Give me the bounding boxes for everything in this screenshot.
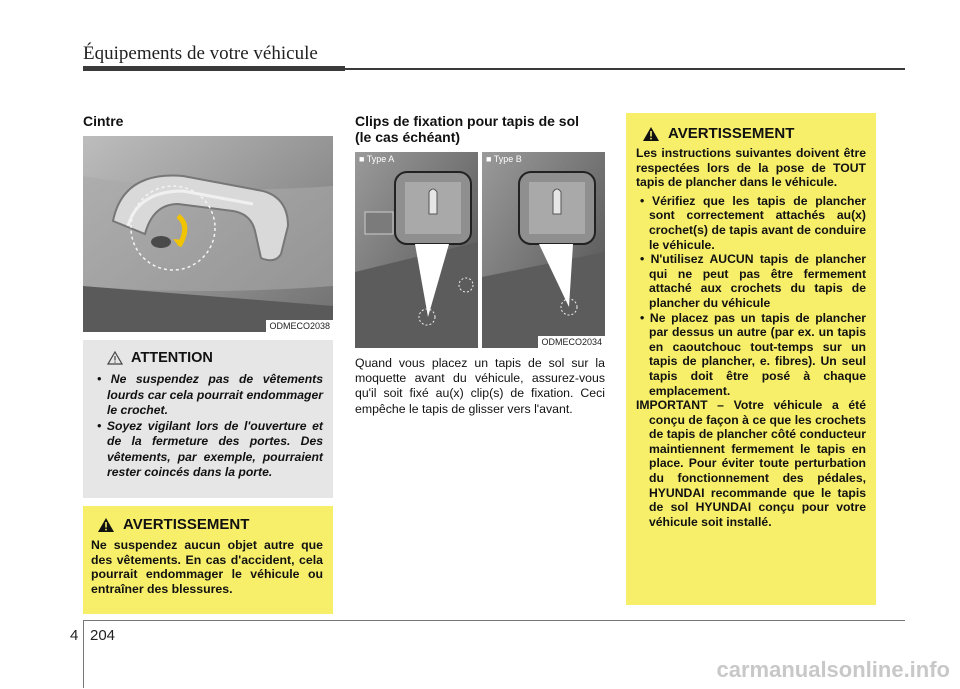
warning-title: AVERTISSEMENT <box>668 125 795 142</box>
warning-triangle-icon <box>97 517 115 533</box>
page-number: 204 <box>90 627 116 644</box>
attention-item: • Ne suspendez pas de vêtements lourds car cela pourrait endommager le crochet. <box>97 372 323 417</box>
warning-header <box>636 125 866 142</box>
warning-box-floor-mats <box>626 113 876 605</box>
attention-item: • Soyez vigilant lors de l'ouverture et de la fermeture des portes. Des vêtements, par exemple, pourraient rester coincés dans la porte. <box>97 418 323 479</box>
section-title-line: Clips de fixation pour tapis de sol <box>355 113 580 129</box>
clips-paragraph: Quand vous placez un tapis de sol sur la moquette avant du véhicule, assurez-vous qu'il soit fixé au(x) clip(s) de fixation. Ceci empêche le tapis de glisser vers l'avant. <box>355 356 605 416</box>
warning-box-hanger <box>83 506 333 614</box>
attention-header <box>93 350 323 366</box>
warning-triangle-icon <box>642 126 660 142</box>
photo-code-hanger: ODMECO2038 <box>266 320 333 332</box>
floor-mat-clips-illustration <box>355 152 605 348</box>
warning-item: • Vérifiez que les tapis de plancher sont correctement attachés au(x) crochet(s) de tapis avant de conduire le véhicule. <box>640 193 866 252</box>
warning-title: AVERTISSEMENT <box>123 516 250 533</box>
attention-title: ATTENTION <box>131 350 213 366</box>
page-header-title: Équipements de votre véhicule <box>83 43 318 64</box>
coat-hanger-photo <box>83 136 333 332</box>
warning-item: • Ne placez pas un tapis de plancher par dessus un autre (par ex. un tapis en caoutchouc tout-temps sur un tapis de plancher, e. fibres). Un seul tapis doit être posé à chaque emplacement. <box>640 310 866 398</box>
coat-hanger-illustration <box>83 136 333 332</box>
attention-box <box>83 340 333 498</box>
watermark: carmanualsonline.info <box>716 657 950 682</box>
type-a-label: ■ Type A <box>359 154 395 164</box>
footer-rule <box>83 620 905 621</box>
type-b-label: ■ Type B <box>486 154 522 164</box>
header-accent-bar <box>83 66 345 71</box>
warning-text: Ne suspendez aucun objet autre que des vêtements. En cas d'accident, cela pourrait endommager le véhicule ou entraîner des blessures. <box>91 538 323 596</box>
warning-list <box>636 194 866 398</box>
floor-mat-clips-photo <box>355 152 605 348</box>
warning-item: • N'utilisez AUCUN tapis de plancher qui ne peut pas être fermement attaché aux crochets du tapis de plancher du véhicule <box>640 252 866 310</box>
section-title-cintre: Cintre <box>83 113 124 129</box>
photo-code-clips: ODMECO2034 <box>538 336 605 348</box>
warning-header <box>91 516 323 533</box>
chapter-number: 4 <box>70 627 79 644</box>
warning-intro: Les instructions suivantes doivent être respectées lors de la pose de TOUT tapis de plancher dans le véhicule. <box>636 146 866 190</box>
important-note: IMPORTANT – Votre véhicule a été conçu de façon à ce que les crochets de tapis de plancher côté conducteur maintiennent fermement le tapis en place. Pour éviter toute perturbation du fonctionnement des pédales, HYUNDAI recommande que le tapis de sol HYUNDAI conçu pour votre véhicule soit installé. <box>636 398 866 529</box>
footer-divider <box>83 620 84 688</box>
section-title-floor-mat-clips <box>355 113 579 145</box>
caution-triangle-icon <box>107 351 123 365</box>
section-title-line: (le cas échéant) <box>355 129 461 145</box>
attention-list <box>93 372 323 481</box>
